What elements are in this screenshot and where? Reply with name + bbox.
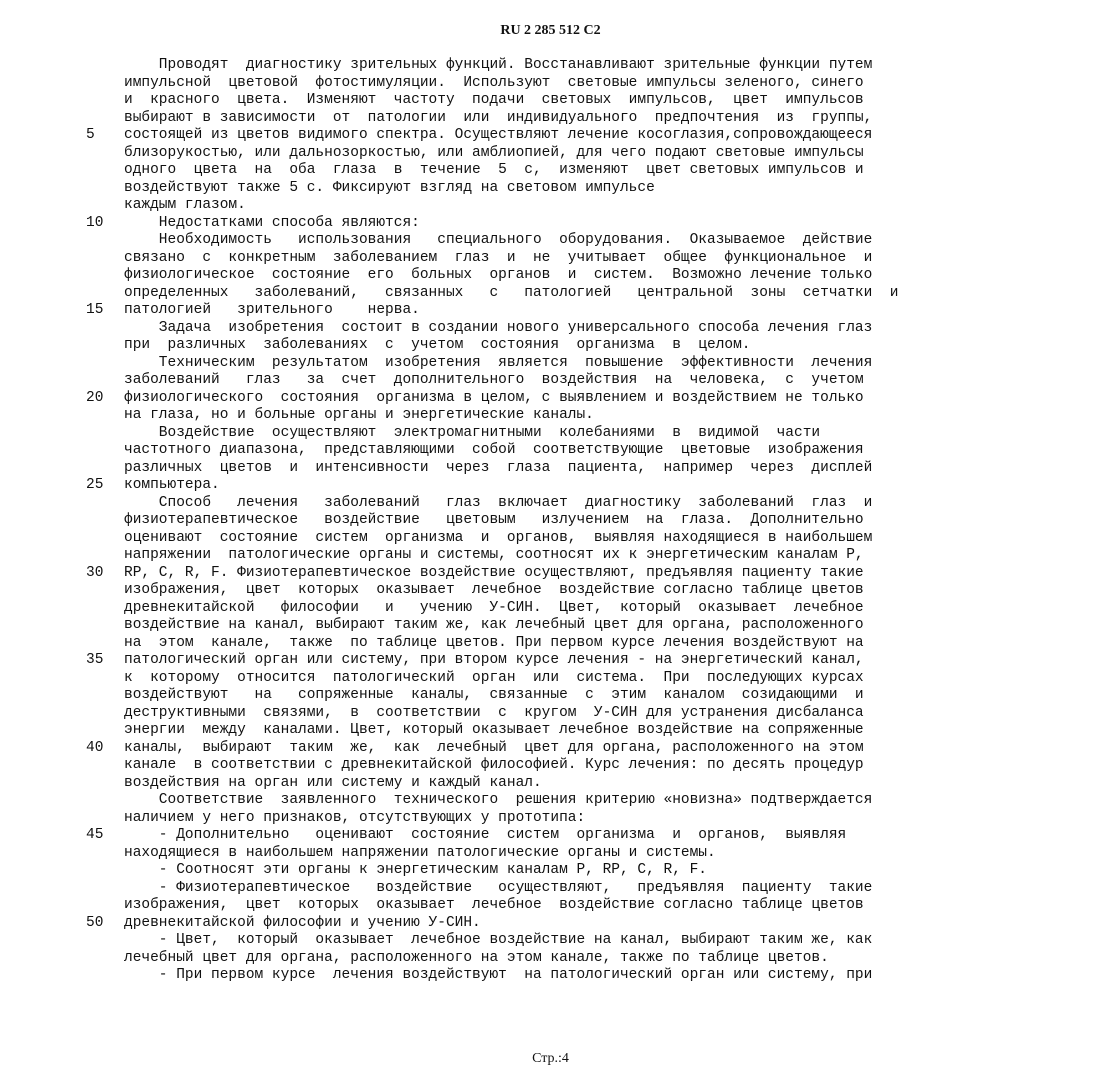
text-line: - Соотносят эти органы к энергетическим каналам P, RP, C, R, F. [124, 862, 707, 878]
text-line: на этом канале, также по таблице цветов. При первом курсе лечения воздействуют на [124, 634, 864, 651]
text-line: импульсной цветовой фотостимуляции. Используют световые импульсы зеленого, синего [124, 74, 864, 91]
page-number-footer: Стр.:4 [532, 1051, 569, 1066]
text-line: воздействия на орган или систему и каждый канал. [124, 774, 542, 791]
text-line: каждым глазом. [124, 197, 246, 213]
text-line: патологией зрительного нерва. [124, 302, 420, 318]
text-line: напряжении патологические органы и системы, соотносят их к энергетическим каналам P, [124, 547, 864, 563]
text-line: воздействуют также 5 с. Фиксируют взгляд на световом импульсе [124, 179, 655, 196]
text-line: воздействуют на сопряженные каналы, связанные с этим каналом созидающими и [124, 687, 864, 703]
text-line: выбирают в зависимости от патологии или индивидуального предпочтения из группы, [124, 109, 873, 126]
text-line: - Дополнительно оценивают состояние систем организма и органов, выявляя [124, 827, 847, 843]
text-line: Воздействие осуществляют электромагнитными колебаниями в видимой части [124, 424, 821, 441]
text-line: древнекитайской философии и учению У-СИН. [124, 914, 481, 931]
line-number-50: 50 [86, 914, 104, 931]
text-line: оценивают состояние систем организма и органов, выявляя находящиеся в наибольшем [124, 529, 873, 546]
line-number-10: 10 [86, 214, 104, 231]
text-line: близорукостью, или дальнозоркостью, или амблиопией, для чего подают световые импульсы [124, 144, 864, 161]
text-line: компьютера. [124, 477, 220, 493]
text-line: - При первом курсе лечения воздействуют на патологический орган или систему, при [124, 967, 873, 983]
line-number-25: 25 [86, 477, 104, 493]
text-line: на глаза, но и больные органы и энергетические каналы. [124, 407, 594, 423]
text-line: определенных заболеваний, связанных с патологией центральной зоны сетчатки и [124, 284, 899, 301]
text-line: древнекитайской философии и учению У-СИН. Цвет, который оказывает лечебное [124, 599, 864, 616]
text-line: Способ лечения заболеваний глаз включает диагностику заболеваний глаз и [124, 494, 873, 511]
line-number-40: 40 [86, 739, 104, 756]
text-line: находящиеся в наибольшем напряжении патологические органы и системы. [124, 844, 716, 861]
line-number-20: 20 [86, 389, 104, 406]
line-number-15: 15 [86, 302, 104, 318]
text-line: канале в соответствии с древнекитайской философией. Курс лечения: по десять процедур [124, 757, 864, 773]
text-line: физиологическое состояние его больных органов и систем. Возможно лечение только [124, 267, 873, 283]
text-line: - Цвет, который оказывает лечебное воздействие на канал, выбирают таким же, как [124, 932, 873, 948]
text-line: Задача изобретения состоит в создании нового универсального способа лечения глаз [124, 319, 873, 336]
document-body-text [124, 57, 898, 985]
text-line: наличием у него признаков, отсутствующих у прототипа: [124, 809, 586, 826]
text-line: физиологического состояния организма в целом, с выявлением и воздействием не только [124, 389, 864, 406]
text-line: Необходимость использования специального оборудования. Оказываемое действие [124, 232, 873, 248]
text-line: деструктивными связями, в соответствии с кругом У-СИН для устранения дисбаланса [124, 704, 864, 721]
text-line: Недостатками способа являются: [124, 214, 420, 231]
text-line: каналы, выбирают таким же, как лечебный цвет для органа, расположенного на этом [124, 739, 864, 756]
text-line: различных цветов и интенсивности через глаза пациента, например через дисплей [124, 459, 873, 476]
text-line: и красного цвета. Изменяют частоту подачи световых импульсов, цвет импульсов [124, 92, 864, 108]
text-line: - Физиотерапевтическое воздействие осуществляют, предъявляя пациенту такие [124, 879, 873, 896]
text-line: изображения, цвет которых оказывает лечебное воздействие согласно таблице цветов [124, 582, 864, 598]
text-line: связано с конкретным заболеванием глаз и не учитывает общее функциональное и [124, 249, 873, 266]
text-line: заболеваний глаз за счет дополнительного воздействия на человека, с учетом [124, 372, 864, 388]
patent-number-header: RU 2 285 512 C2 [500, 23, 601, 38]
line-number-30: 30 [86, 564, 104, 581]
text-line: к которому относится патологический орган или система. При последующих курсах [124, 669, 864, 686]
text-line: при различных заболеваниях с учетом состояния организма в целом. [124, 337, 751, 353]
text-line: физиотерапевтическое воздействие цветовым излучением на глаза. Дополнительно [124, 512, 864, 528]
text-line: Соответствие заявленного технического решения критерию «новизна» подтверждается [124, 792, 873, 808]
text-line: изображения, цвет которых оказывает лечебное воздействие согласно таблице цветов [124, 897, 864, 913]
line-number-5: 5 [86, 127, 95, 143]
text-line: воздействие на канал, выбирают таким же, как лечебный цвет для органа, расположенного [124, 617, 864, 633]
text-line: частотного диапазона, представляющими собой соответствующие цветовые изображения [124, 442, 864, 458]
text-line: состоящей из цветов видимого спектра. Осуществляют лечение косоглазия,сопровождающееся [124, 127, 873, 143]
text-line: одного цвета на оба глаза в течение 5 с, изменяют цвет световых импульсов и [124, 162, 864, 178]
text-line: Техническим результатом изобретения является повышение эффективности лечения [124, 354, 873, 371]
text-line: лечебный цвет для органа, расположенного на этом канале, также по таблице цветов. [124, 949, 829, 966]
text-line: RP, C, R, F. Физиотерапевтическое воздействие осуществляют, предъявляя пациенту такие [124, 564, 864, 581]
text-line: патологический орган или систему, при втором курсе лечения - на энергетический канал, [124, 652, 864, 668]
line-number-45: 45 [86, 827, 104, 843]
line-number-35: 35 [86, 652, 104, 668]
text-line: энергии между каналами. Цвет, который оказывает лечебное воздействие на сопряженные [124, 722, 864, 738]
text-line: Проводят диагностику зрительных функций. Восстанавливают зрительные функции путем [124, 57, 873, 73]
